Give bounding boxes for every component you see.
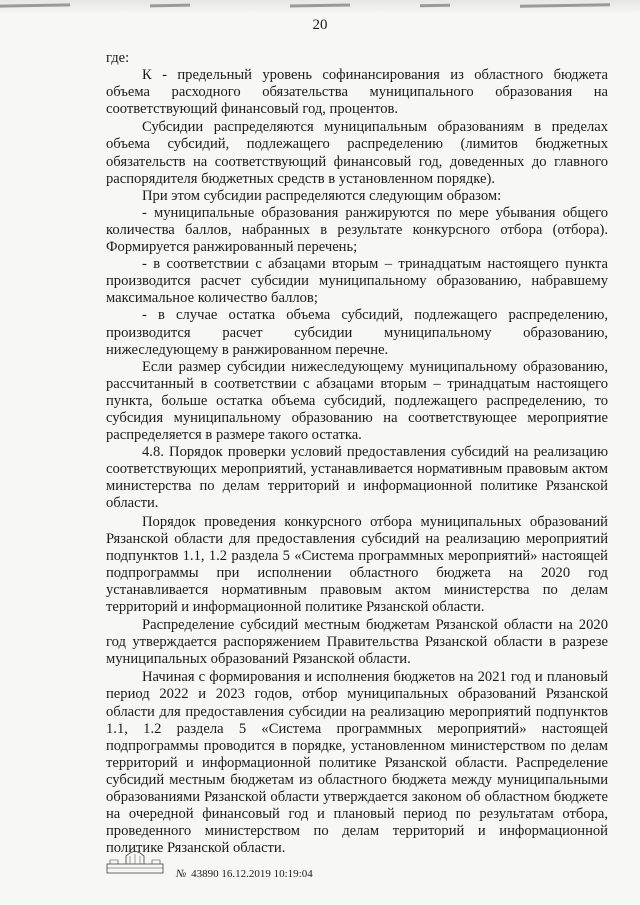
paragraph-contest-procedure: Порядок проведения конкурсного отбора муниципальных образований Рязанской области для предоставления субсидий на реализацию мероприятий подпунктов 1.1, 1.2 раздела 5 «Система программных мероприятий» настоящей подпрограммы при исполнении областного бюджета на 2020 год устанавливается нормативным правовым актом министерства по делам территорий и информационной политике Рязанской области. xyxy=(106,513,608,615)
scan-artifact xyxy=(420,4,450,8)
document-stamp xyxy=(176,868,313,880)
paragraph-where: где: xyxy=(106,50,130,66)
paragraph-if-size: Если размер субсидии нижеследующему муниципальному образованию, рассчитанный в соответствии с абзацами вторым – тринадцатым настоящего пункта, больше остатка объема субсидий, подлежащего распределению, то субсидия муниципальному образованию на соответствующее мероприятие распределяется в размере такого остатка. xyxy=(106,358,608,444)
scan-edge xyxy=(0,0,640,14)
paragraph-subsidy-limits: Субсидии распределяются муниципальным образованиям в пределах объема субсидий, подлежащего распределению (лимитов бюджетных обязательств на соответствующий финансовый год, доведенных до главного распорядителя бюджетных средств в установленном порядке). xyxy=(106,119,608,187)
stamp-text: 43890 16.12.2019 10:19:04 xyxy=(191,868,313,880)
scan-artifact xyxy=(0,3,70,7)
scan-artifact xyxy=(290,3,350,7)
document-body xyxy=(106,50,608,857)
paragraph-ranking: - муниципальные образования ранжируются по мере убывания общего количества баллов, набранных в результате конкурсного отбора (отбора). Формируется ранжированный перечень; xyxy=(106,204,608,256)
registry-stamp-icon xyxy=(106,850,164,874)
paragraph-from-2021: Начиная с формирования и исполнения бюджетов на 2021 год и плановый период 2022 и 2023 годов, отбор муниципальных образований Рязанской области для предоставления субсидии на реализацию мероприятий подпунктов 1.1, 1.2 раздела 5 «Система программных мероприятий» настоящей подпрограммы проводится в порядке, установленном министерством по делам территорий и информационной политике Рязанской области. Распределение субсидий местным бюджетам из областного бюджета между муниципальными образованиями Рязанской области утверждается законом об областном бюджете на очередной финансовый год и плановый период по результатам отбора, проведенного министерством по делам территорий и информационной политике Рязанской области. xyxy=(106,669,608,857)
number-sign: № xyxy=(176,868,187,880)
paragraph-distribution-intro: При этом субсидии распределяются следующим образом: xyxy=(142,187,502,204)
paragraph-distribution-2020: Распределение субсидий местным бюджетам Рязанской области на 2020 год утверждается распоряжением Правительства Рязанской области в разрезе муниципальных образований Рязанской области. xyxy=(106,617,608,668)
paragraph-remainder: - в случае остатка объема субсидий, подлежащего распределению, производится расчет субсидии муниципальному образованию, нижеследующему в ранжированном перечне. xyxy=(106,307,608,358)
scan-artifact xyxy=(150,4,190,8)
scan-artifact xyxy=(520,3,610,8)
paragraph-k-definition: К - предельный уровень софинансирования из областного бюджета объема расходного обязательства муниципального образования на соответствующий финансовый год, процентов. xyxy=(106,67,608,118)
paragraph-4-8: 4.8. Порядок проверки условий предоставления субсидий на реализацию соответствующих мероприятий, устанавливается нормативным правовым актом министерства по делам территорий и информационной политике Рязанской области. xyxy=(106,444,608,512)
document-footer xyxy=(106,850,406,890)
page-number: 20 xyxy=(312,17,328,33)
paragraph-calculation: - в соответствии с абзацами вторым – тринадцатым настоящего пункта производится расчет субсидии муниципальному образованию, набравшему максимальное количество баллов; xyxy=(106,256,608,307)
